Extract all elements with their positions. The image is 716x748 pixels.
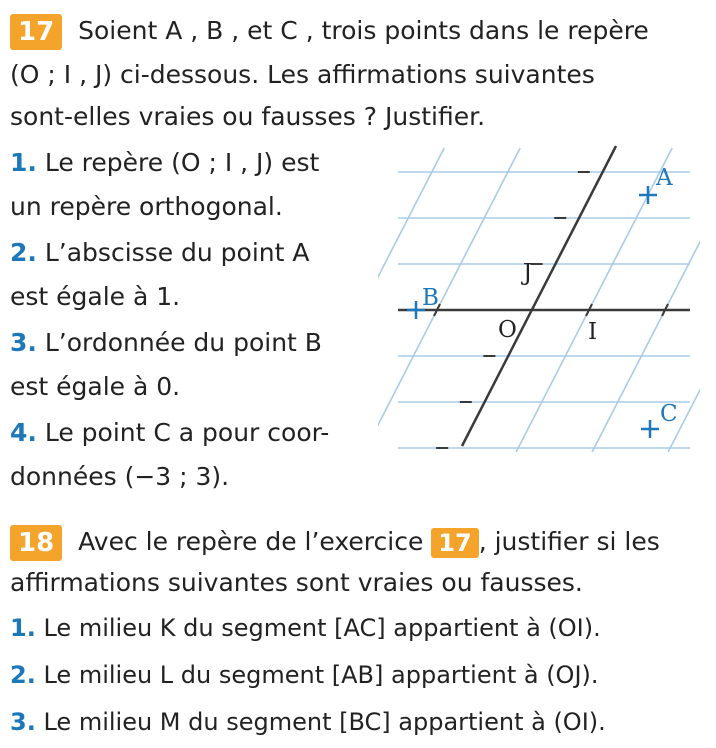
ex17-item-3-line-1	[10, 328, 322, 357]
ex17-item-2-line-1	[10, 238, 309, 267]
ex17-item-2-line-2: est égale à 1.	[10, 282, 181, 311]
point-i-label: I	[588, 319, 598, 345]
ex18-intro-line-2: affirmations suivantes sont vraies ou fausses.	[10, 568, 583, 597]
ex18-item-1	[10, 614, 601, 642]
ex17-item-4-line-1	[10, 418, 329, 447]
ex17-item-4-line-2: données (−3 ; 3).	[10, 462, 230, 491]
ex17-item-4-text-1: Le point C a pour coor-	[44, 418, 330, 447]
ex17-item-1-text-1: Le repère (O ; I , J) est	[44, 148, 320, 177]
point-c-label: C	[660, 401, 678, 427]
ex18-ref-badge: 17	[431, 528, 478, 558]
ex17-item-2-text-1: L’abscisse du point A	[44, 238, 310, 267]
point-o-label: O	[498, 317, 517, 343]
ex18-item-2-text: Le milieu L du segment [AB] appartient à (OJ).	[43, 661, 599, 689]
ex17-badge: 17	[10, 14, 62, 50]
ex18-item-1-number: 1.	[10, 614, 36, 642]
ex17-intro-text-1: Soient A , B , et C , trois points dans le repère	[78, 16, 649, 45]
point-a-marker	[639, 186, 657, 204]
ex17-intro-line-1	[10, 14, 649, 50]
ex17-item-3-number: 3.	[10, 328, 37, 357]
ex18-item-2-number: 2.	[10, 661, 36, 689]
grid-line-oblique	[592, 148, 700, 452]
ex17-item-3-text-1: L’ordonnée du point B	[44, 328, 322, 357]
ex18-item-1-text: Le milieu K du segment [AC] appartient à (OI).	[43, 614, 601, 642]
point-j-label: J	[523, 260, 533, 286]
ex18-intro-before: Avec le repère de l’exercice	[78, 527, 424, 556]
ex18-badge: 18	[10, 525, 62, 561]
ex17-item-4-number: 4.	[10, 418, 37, 447]
ex17-item-1-line-1	[10, 148, 319, 177]
ex17-intro-line-3: sont-elles vraies ou fausses ? Justifier.	[10, 102, 486, 131]
point-a-label: A	[656, 165, 673, 191]
axis-oj	[462, 146, 616, 446]
ex17-item-2-number: 2.	[10, 238, 37, 267]
point-c-marker	[641, 420, 659, 438]
ex18-item-3-number: 3.	[10, 708, 36, 736]
grid-line-oblique	[378, 148, 520, 452]
ex18-item-2	[10, 661, 599, 689]
ex17-intro-line-2: (O ; I , J) ci-dessous. Les affirmations suivantes	[10, 60, 595, 89]
ex17-item-1-line-2: un repère orthogonal.	[10, 192, 283, 221]
coordinate-grid-figure	[378, 140, 700, 460]
ex18-intro-after: , justifier si les	[478, 527, 660, 556]
point-b-label: B	[422, 285, 439, 311]
ex17-item-1-number: 1.	[10, 148, 37, 177]
ex17-item-3-line-2: est égale à 0.	[10, 372, 181, 401]
ex18-item-3-text: Le milieu M du segment [BC] appartient à (OI).	[43, 708, 606, 736]
ex18-intro-line-1	[10, 525, 660, 561]
ex18-item-3	[10, 708, 606, 736]
